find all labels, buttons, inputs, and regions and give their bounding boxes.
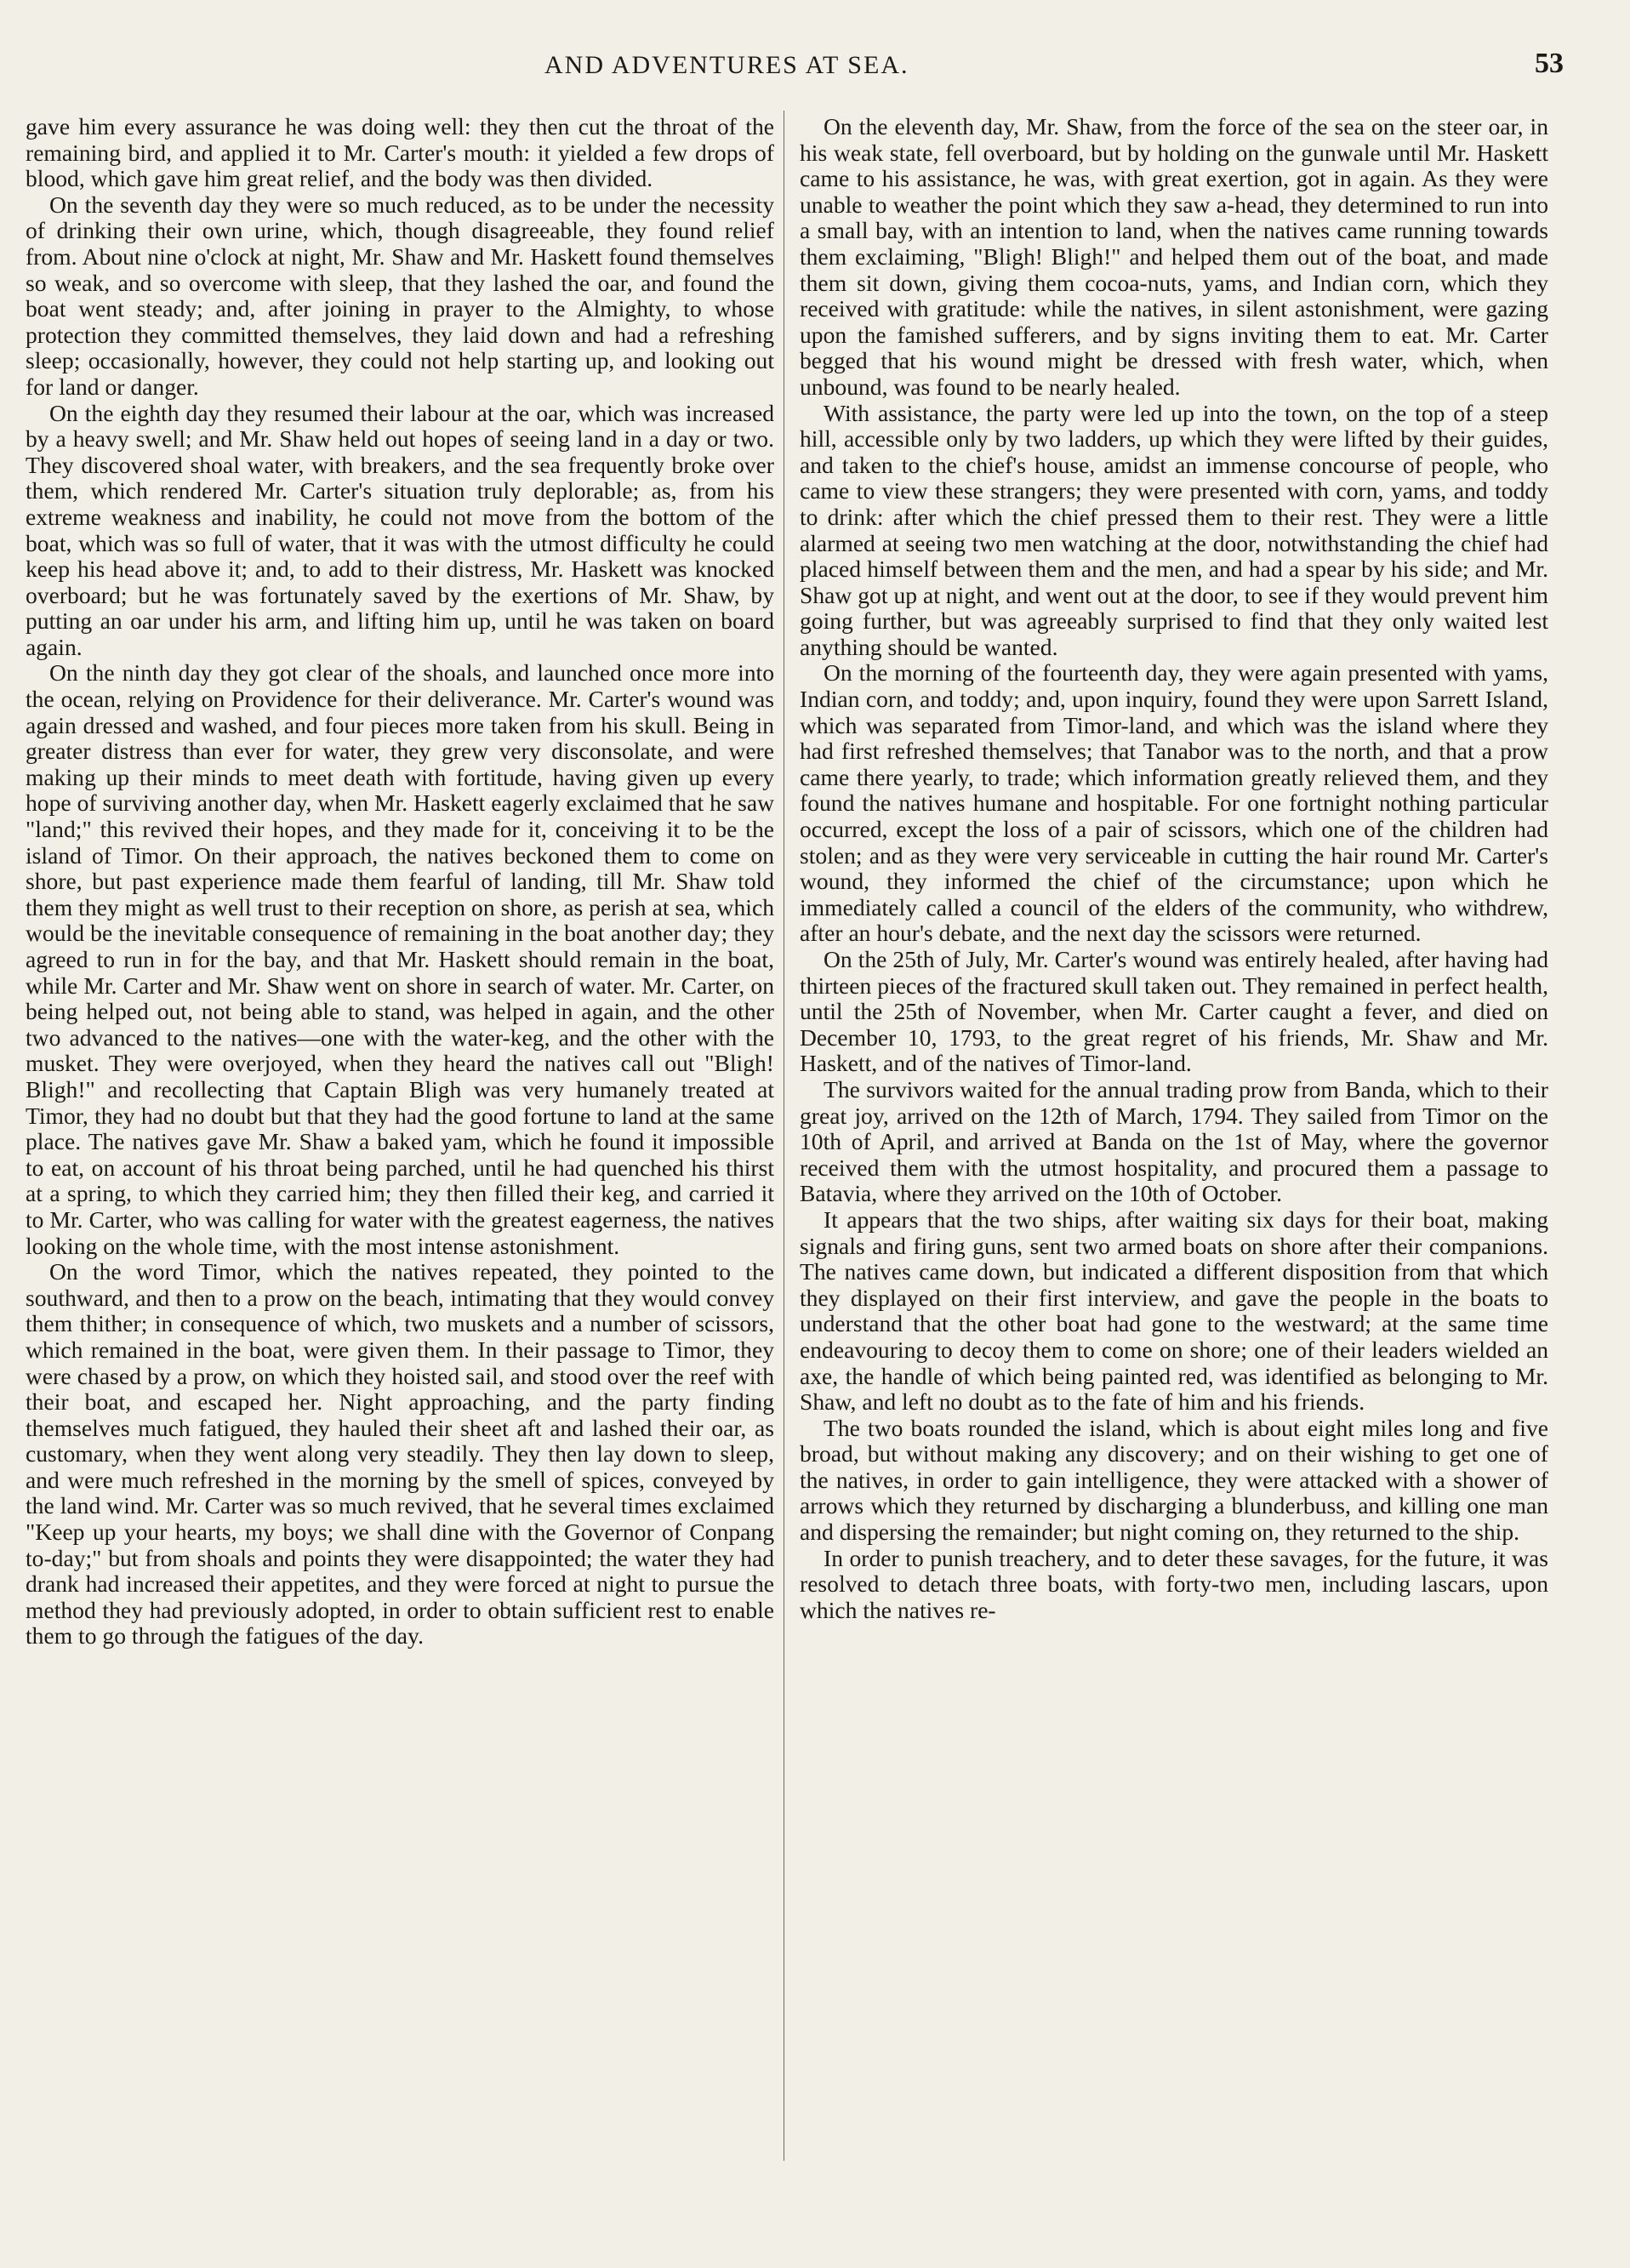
paragraph: On the eleventh day, Mr. Shaw, from the force of the sea on the steer oar, in his weak state, fell overboard, but by holding on the gunwale until Mr. Haskett came to his assistance, he was, with great exertion, got in again. As they were unable to weather the point which they saw a-head, they determined to run into a small bay, with an intention to land, when the natives came running towards them exclaiming, "Bligh! Bligh!" and helped them out of the boat, and made them sit down, giving them cocoa-nuts, yams, and Indian corn, which they received with gratitude: while the natives, in silent astonishment, were gazing upon the famished sufferers, and by signs inviting them to eat. Mr. Carter begged that his wound might be dressed with fresh water, which, when unbound, was found to be nearly healed. [800,114,1548,400]
page-number: 53 [1535,48,1564,79]
paragraph: With assistance, the party were led up into the town, on the top of a steep hill, accessible only by two ladders, up which they were lifted by their guides, and taken to the chief's house, amidst an immense concourse of people, who came to view these strangers; they were presented with corn, yams, and toddy to drink: after which the chief pressed them to their rest. They were a little alarmed at seeing two men watching at the door, notwithstanding the chief had placed himself between them and the men, and had a spear by his side; and Mr. Shaw got up at night, and went out at the door, to see if they would prevent him going further, but was agreeably surprised to find that they only waited lest anything should be wanted. [800,399,1548,660]
paragraph: On the word Timor, which the natives repeated, they pointed to the southward, and then to a prow on the beach, intimating that they would convey them thither; in consequence of which, two muskets and a number of scissors, which remained in the boat, were given them. In their passage to Timor, they were chased by a prow, on which they hoisted sail, and stood over the reef with their boat, and escaped her. Night approaching, and the party finding themselves much fatigued, they hauled their sheet aft and lashed their oar, as customary, when they went along very steadily. They then lay down to sleep, and were much refreshed in the morning by the smell of spices, conveyed by the land wind. Mr. Carter was so much revived, that he several times exclaimed "Keep up your hearts, my boys; we shall dine with the Governor of Conpang to-day;" but from shoals and points they were disappointed; the water they had drank had increased their appetites, and they were forced at night to pursue the method they had previously adopted, in order to obtain sufficient rest to enable them to go through the fatigues of the day. [26,1258,774,1650]
paragraph: The two boats rounded the island, which is about eight miles long and five broad, but without making any discovery; and on their wishing to get one of the natives, in order to gain intelligence, they were attacked with a shower of arrows which they returned by discharging a blunderbuss, and killing one man and dispersing the remainder; but night coming on, they returned to the ship. [800,1414,1548,1546]
paragraph: On the eighth day they resumed their labour at the oar, which was increased by a heavy swell; and Mr. Shaw held out hopes of seeing land in a day or two. They discovered shoal water, with breakers, and the sea frequently broke over them, which rendered Mr. Carter's situation truly deplorable; as, from his extreme weakness and inability, he could not move from the bottom of the boat, which was so full of water, that it was with the utmost difficulty he could keep his head above it; and, to add to their distress, Mr. Haskett was knocked overboard; but he was fortunately saved by the exertions of Mr. Shaw, by putting an oar under his arm, and lifting him up, until he was taken on board again. [26,399,774,660]
paragraph: On the ninth day they got clear of the shoals, and launched once more into the ocean, relying on Providence for their deliverance. Mr. Carter's wound was again dressed and washed, and four pieces more taken from his skull. Being in greater distress than ever for water, they grew very disconsolate, and were making up their minds to meet death with fortitude, having given up every hope of surviving another day, when Mr. Haskett eagerly exclaimed that he saw "land;" this revived their hopes, and they made for it, conceiving it to be the island of Timor. On their approach, the natives beckoned them to come on shore, but past experience made them fearful of landing, till Mr. Shaw told them they might as well trust to their reception on shore, as perish at sea, which would be the inevitable consequence of remaining in the boat another day; they agreed to run in for the bay, and that Mr. Haskett should remain in the boat, while Mr. Carter and Mr. Shaw went on shore in search of water. Mr. Carter, on being helped out, not being able to stand, was helped in again, and the other two advanced to the natives—one with the water-keg, and the other with the musket. They were overjoyed, when they heard the natives call out "Bligh! Bligh!" and recollecting that Captain Bligh was very humanely treated at Timor, they had no doubt but that they had the good fortune to land at the same place. The natives gave Mr. Shaw a baked yam, which he found it impossible to eat, on account of his throat being parched, until he had quenched his thirst at a spring, to which they carried him; they then filled their keg, and carried it to Mr. Carter, who was calling for water with the greatest eagerness, the natives looking on the whole time, with the most intense astonishment. [26,659,774,1259]
paragraph: On the morning of the fourteenth day, they were again presented with yams, Indian corn, and toddy; and, upon inquiry, found they were upon Sarrett Island, which was separated from Timor-land, and which was the island where they had first refreshed themselves; that Tanabor was to the north, and that a prow came there yearly, to trade; which information greatly relieved them, and they found the natives humane and hospitable. For one fortnight nothing particular occurred, except the loss of a pair of scissors, which one of the children had stolen; and as they were very serviceable in cutting the hair round Mr. Carter's wound, they informed the chief of the circumstance; upon which he immediately called a council of the elders of the community, who withdrew, after an hour's debate, and the next day the scissors were returned. [800,659,1548,947]
right-column [800,114,1548,2215]
paragraph: It appears that the two ships, after waiting six days for their boat, making signals and firing guns, sent two armed boats on shore after their companions. The natives came down, but indicated a different disposition from that which they displayed on their first interview, and gave the people in the boats to understand that the other boat had gone to the westward; at the same time endeavouring to decoy them to come on shore; one of their leaders wielded an axe, the handle of which being painted red, was identified as belonging to Mr. Shaw, and left no doubt as to the fate of him and his friends. [800,1205,1548,1416]
paragraph: The survivors waited for the annual trading prow from Banda, which to their great joy, arrived on the 12th of March, 1794. They sailed from Timor on the 10th of April, and arrived at Banda on the 1st of May, where the governor received them with the utmost hospitality, and procured them a passage to Batavia, where they arrived on the 10th of October. [800,1075,1548,1207]
paragraph: On the 25th of July, Mr. Carter's wound was entirely healed, after having had thirteen pieces of the fractured skull taken out. They remained in perfect health, until the 25th of November, when Mr. Carter caught a fever, and died on December 10, 1793, to the great regret of his friends, Mr. Shaw and Mr. Haskett, and of the natives of Timor-land. [800,946,1548,1077]
paragraph: gave him every assurance he was doing well: they then cut the throat of the remaining bird, and applied it to Mr. Carter's mouth: it yielded a few drops of blood, which gave him great relief, and the body was then divided. [26,114,774,192]
paragraph: In order to punish treachery, and to deter these savages, for the future, it was resolved to detach three boats, with forty-two men, including lascars, upon which the natives re- [800,1544,1548,1623]
left-column [26,114,774,2215]
running-head: AND ADVENTURES AT SEA. [544,51,909,79]
paragraph: On the seventh day they were so much reduced, as to be under the necessity of drinking their own urine, which, though disagreeable, they found relief from. About nine o'clock at night, Mr. Shaw and Mr. Haskett found themselves so weak, and so overcome with sleep, that they lashed the oar, and found the boat went steady; and, after joining in prayer to the Almighty, to whose protection they committed themselves, they laid down and had a refreshing sleep; occasionally, however, they could not help starting up, and looking out for land or danger. [26,191,774,400]
